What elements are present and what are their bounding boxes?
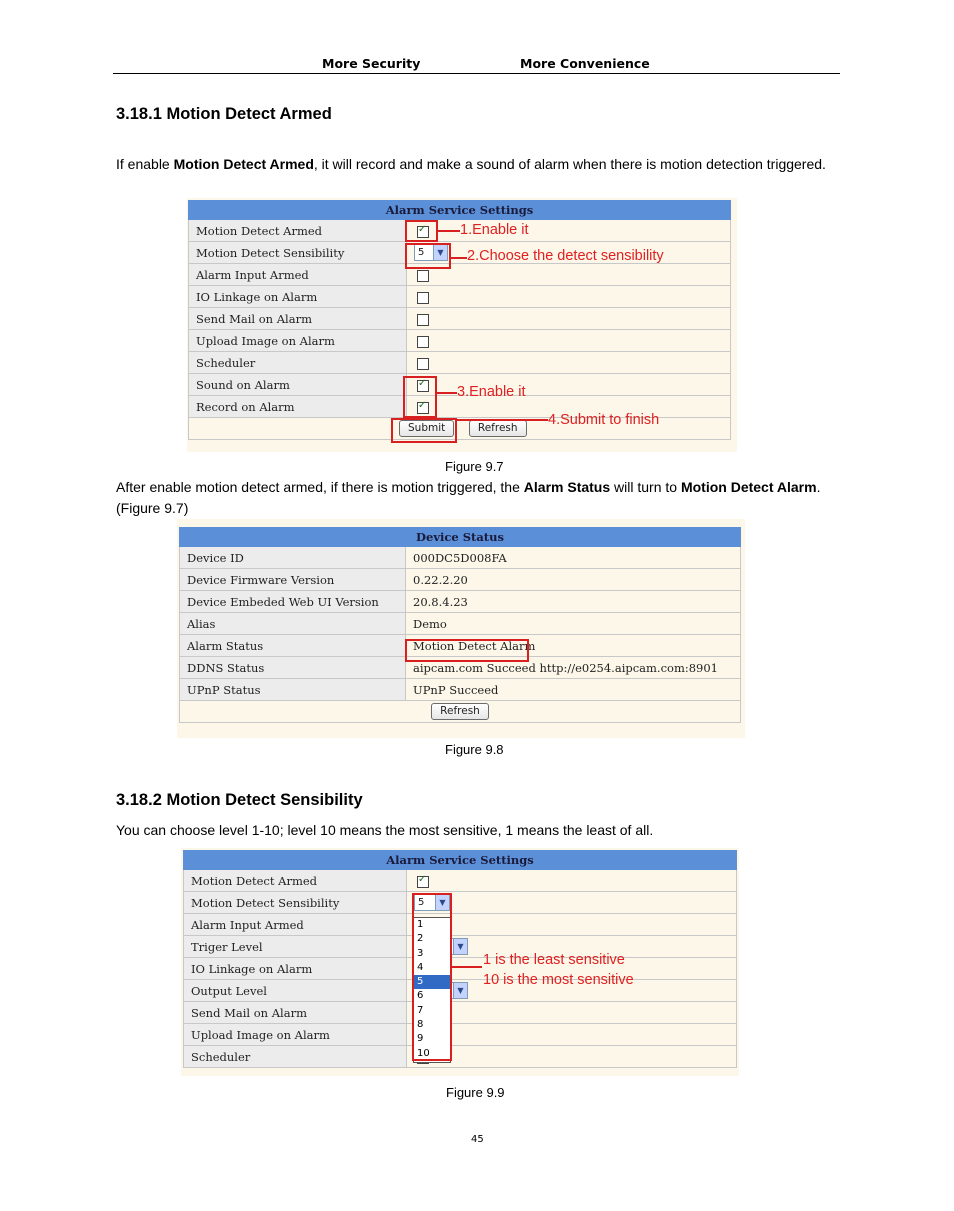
row-value — [407, 1002, 737, 1024]
dropdown-option[interactable]: 8 — [417, 1019, 424, 1031]
header-divider — [113, 73, 840, 74]
button-row — [180, 701, 741, 723]
dropdown-option[interactable]: 7 — [417, 1004, 424, 1016]
table-title: Device Status — [180, 528, 741, 547]
table-title: Alarm Service Settings — [189, 201, 731, 220]
annotation-enable-it-2: 3.Enable it — [457, 384, 526, 400]
figure-9-8-screenshot — [177, 519, 745, 738]
alarm-settings-table-2 — [183, 850, 737, 1068]
row-value: Demo — [406, 613, 741, 635]
section2-paragraph: You can choose level 1-10; level 10 means the most sensitive, 1 means the least of all. — [116, 822, 654, 838]
dropdown-option[interactable]: 5 — [414, 975, 450, 989]
row-label: Upload Image on Alarm — [189, 330, 407, 352]
row-label: Alias — [180, 613, 406, 635]
dropdown-option[interactable]: 9 — [417, 1033, 424, 1045]
annotation-choose-sensibility: 2.Choose the detect sensibility — [467, 248, 664, 264]
highlight-box — [391, 418, 457, 443]
row-value — [407, 892, 737, 914]
chevron-down-icon: ▼ — [433, 245, 447, 260]
row-value: 20.8.4.23 — [406, 591, 741, 613]
motion-detect-armed-checkbox[interactable] — [417, 876, 429, 888]
row-label: DDNS Status — [180, 657, 406, 679]
figure-caption: Figure 9.8 — [445, 742, 504, 757]
row-label: IO Linkage on Alarm — [189, 286, 407, 308]
row-label: Alarm Input Armed — [189, 264, 407, 286]
page-number: 45 — [471, 1134, 484, 1145]
submit-button[interactable]: Submit — [399, 420, 454, 437]
bold-text: Motion Detect Armed — [173, 156, 314, 172]
annotation-line — [438, 230, 460, 232]
row-value: aipcam.com Succeed http://e0254.aipcam.com:8901 — [406, 657, 741, 679]
row-label: Sound on Alarm — [189, 374, 407, 396]
annotation-line — [437, 392, 457, 394]
row-label: Device ID — [180, 547, 406, 569]
send-mail-checkbox[interactable] — [417, 314, 429, 326]
annotation-line — [452, 966, 482, 968]
device-status-table — [179, 527, 741, 723]
refresh-button[interactable]: Refresh — [431, 703, 489, 720]
text: , it will record and make a sound of alarm when there is motion detection triggered. — [313, 156, 826, 172]
figure-caption: Figure 9.9 — [446, 1085, 505, 1100]
row-value: UPnP Succeed — [406, 679, 741, 701]
alarm-status-value: Motion Detect Alarm — [406, 635, 741, 657]
row-label: Output Level — [184, 980, 407, 1002]
row-value — [407, 914, 737, 936]
section-heading-motion-detect-armed: 3.18.1 Motion Detect Armed — [116, 105, 332, 123]
row-label: Send Mail on Alarm — [189, 308, 407, 330]
row-label: Motion Detect Sensibility — [189, 242, 407, 264]
row-label: Motion Detect Armed — [189, 220, 407, 242]
highlight-box — [403, 376, 437, 418]
row-label: Scheduler — [184, 1046, 407, 1068]
row-value — [407, 870, 737, 892]
row-label: UPnP Status — [180, 679, 406, 701]
paragraph-alarm-status — [116, 477, 836, 519]
highlight-box — [405, 639, 529, 662]
row-value — [407, 308, 731, 330]
row-value — [407, 1024, 737, 1046]
text: will turn to — [610, 479, 681, 495]
chevron-down-icon: ▼ — [435, 895, 449, 910]
bold-text: Alarm Status — [523, 479, 611, 495]
refresh-button[interactable]: Refresh — [469, 420, 527, 437]
row-label: Send Mail on Alarm — [184, 1002, 407, 1024]
row-label: Scheduler — [189, 352, 407, 374]
row-value — [407, 264, 731, 286]
text: . (Figure 9.7) — [116, 479, 821, 516]
scheduler-checkbox[interactable] — [417, 358, 429, 370]
highlight-box — [412, 893, 452, 1061]
row-label: Motion Detect Sensibility — [184, 892, 407, 914]
header-left: More Security — [322, 56, 421, 71]
header-right: More Convenience — [520, 56, 650, 71]
figure-caption: Figure 9.7 — [445, 459, 504, 474]
row-label: Triger Level — [184, 936, 407, 958]
annotation-submit: 4.Submit to finish — [548, 412, 660, 428]
text: If enable — [116, 156, 174, 172]
annotation-line — [457, 419, 548, 421]
row-label: Alarm Input Armed — [184, 914, 407, 936]
upload-image-checkbox[interactable] — [417, 336, 429, 348]
highlight-box — [405, 220, 438, 242]
table-title: Alarm Service Settings — [184, 851, 737, 870]
row-label: IO Linkage on Alarm — [184, 958, 407, 980]
dropdown-option[interactable]: 10 — [417, 1047, 430, 1059]
text: After enable motion detect armed, if there is motion triggered, the — [116, 479, 524, 495]
row-value — [407, 330, 731, 352]
io-linkage-checkbox[interactable] — [417, 292, 429, 304]
chevron-down-icon: ▼ — [453, 983, 467, 998]
row-value — [407, 352, 731, 374]
row-label: Upload Image on Alarm — [184, 1024, 407, 1046]
dropdown-option[interactable]: 6 — [417, 990, 424, 1002]
annotation-most-sensitive: 10 is the most sensitive — [483, 972, 634, 988]
select-value: 5 — [418, 897, 425, 908]
row-value: 0.22.2.20 — [406, 569, 741, 591]
section1-paragraph — [116, 154, 836, 175]
dropdown-option[interactable]: 2 — [417, 933, 424, 945]
row-value — [407, 286, 731, 308]
annotation-enable-it: 1.Enable it — [460, 222, 529, 238]
figure-9-9-screenshot — [181, 848, 739, 1076]
highlight-box — [405, 243, 451, 269]
annotation-least-sensitive: 1 is the least sensitive — [483, 952, 625, 968]
dropdown-option[interactable]: 4 — [417, 961, 424, 973]
row-label: Record on Alarm — [189, 396, 407, 418]
row-label: Alarm Status — [180, 635, 406, 657]
row-value: 000DC5D008FA — [406, 547, 741, 569]
row-label: Device Firmware Version — [180, 569, 406, 591]
bold-text: Motion Detect Alarm — [680, 479, 817, 495]
chevron-down-icon: ▼ — [453, 939, 467, 954]
dropdown-option[interactable]: 3 — [417, 947, 424, 959]
select-value: 5 — [418, 247, 425, 258]
dropdown-option[interactable]: 1 — [417, 919, 424, 930]
annotation-line — [451, 257, 467, 259]
section-heading-motion-detect-sensibility: 3.18.2 Motion Detect Sensibility — [116, 791, 363, 809]
row-label: Device Embeded Web UI Version — [180, 591, 406, 613]
alarm-input-armed-checkbox[interactable] — [417, 270, 429, 282]
row-label: Motion Detect Armed — [184, 870, 407, 892]
row-value — [407, 1046, 737, 1068]
